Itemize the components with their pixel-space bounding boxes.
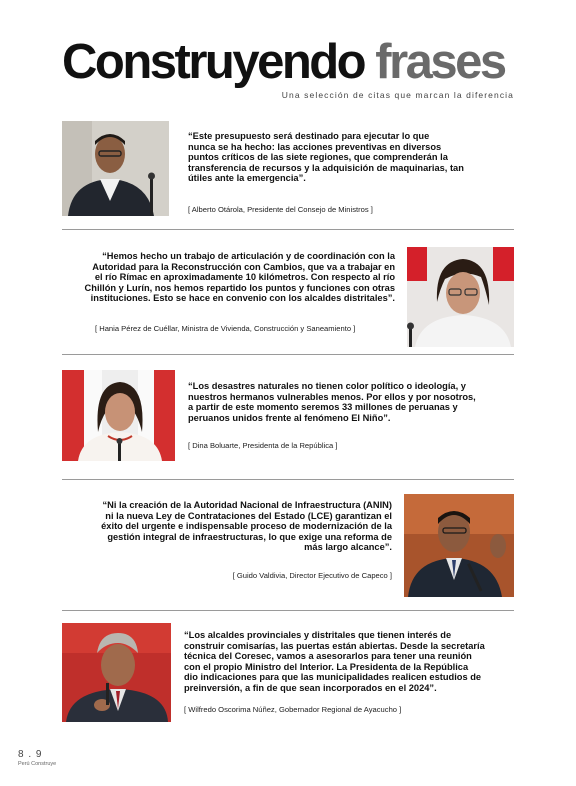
photo-dina-boluarte <box>62 370 175 461</box>
quote-line: peruanos unidos frente al fenómeno El Niño”. <box>188 412 391 423</box>
quote-line: “Los alcaldes provinciales y distritales que tienen interés de <box>184 630 452 640</box>
photo-hania-perez-de-cuellar <box>407 247 514 347</box>
quote-line: más largo alcance”. <box>304 542 392 553</box>
quote-line: instituciones. Esto se hace en convenio con los alcaldes distritales”. <box>90 293 395 304</box>
quote-line: técnica del Coresec, vamos a asesorarlos para tener una reunión <box>184 651 472 662</box>
quote-line: puntos críticos de las siete regiones, que comprenderán la <box>188 152 448 163</box>
divider-1 <box>62 229 514 230</box>
photo-guido-valdivia <box>404 494 514 597</box>
quote-line: dio indicaciones para que las municipalidades realicen estudios de <box>184 672 482 683</box>
page-subtitle: Una selección de citas que marcan la diferencia <box>281 90 514 100</box>
photo-wilfredo-oscorima-nunez <box>62 623 171 722</box>
quote-attribution-2: [ Hania Pérez de Cuéllar, Ministra de Vivienda, Construcción y Saneamiento ] <box>95 324 356 333</box>
publication-name: Perú Construye <box>18 761 57 767</box>
quote-line: nunca se ha hecho: las acciones preventivas en diversos <box>188 141 442 152</box>
quote-line: “Los desastres naturales no tienen color político o ideología, y <box>188 381 466 391</box>
quote-line: Chillón y Lurín, nos hemos repartido los puntos y funciones con otras <box>84 282 395 293</box>
quote-line: “Ni la creación de la Autoridad Nacional de Infraestructura (ANIN) <box>102 500 392 510</box>
quote-attribution-5: [ Wilfredo Oscorima Núñez, Gobernador Regional de Ayacucho ] <box>184 705 402 714</box>
quote-text-3 <box>188 381 508 423</box>
quote-line: ni la nueva Ley de Contrataciones del Estado (LCE) garantizan el <box>105 510 392 521</box>
quote-line: con el propio Ministro del Interior. La Presidenta de la República <box>184 661 469 672</box>
quote-line: a partir de este momento seremos 33 millones de peruanas y <box>188 402 458 413</box>
quote-text-4 <box>62 500 392 553</box>
quote-line: preinversión, a fin de que sean incorporados en el 2024”. <box>184 682 437 693</box>
quote-line: éxito del urgente e indispensable proceso de modernización de la <box>101 521 392 532</box>
quote-attribution-3: [ Dina Boluarte, Presidenta de la República ] <box>188 441 338 450</box>
quote-line: nuestros hermanos vulnerables menos. Por ellos y por nosotros, <box>188 391 476 402</box>
quote-line: construir comisarías, las puertas están abiertas. Desde la secretaría <box>184 640 485 651</box>
page-title <box>62 35 505 89</box>
divider-4 <box>62 610 514 611</box>
quote-line: útiles ante la emergencia”. <box>188 173 306 184</box>
page-numbers: 8 . 9 <box>18 749 43 760</box>
quote-line: Autoridad para la Reconstrucción con Cambios, que va a trabajar en <box>92 261 395 272</box>
quote-line: “Hemos hecho un trabajo de articulación y de coordinación con la <box>102 251 395 261</box>
quote-line: “Este presupuesto será destinado para ejecutar lo que <box>188 131 430 141</box>
quote-line: el río Rímac en aproximadamente 10 kilómetros. Con respecto al río <box>94 272 395 283</box>
quote-text-5 <box>184 630 512 694</box>
title-word-2: frases <box>375 35 505 89</box>
quote-attribution-1: [ Alberto Otárola, Presidente del Consejo de Ministros ] <box>188 205 373 214</box>
quote-attribution-4: [ Guido Valdivia, Director Ejecutivo de Capeco ] <box>232 571 392 580</box>
photo-alberto-otarola <box>62 121 169 216</box>
divider-3 <box>62 479 514 480</box>
quote-text-1 <box>188 131 508 184</box>
quote-line: transferencia de recursos y la adquisición de maquinarias, tan <box>188 162 464 173</box>
divider-2 <box>62 354 514 355</box>
title-word-1: Construyendo <box>62 35 365 89</box>
quote-line: gestión integral de infraestructuras, lo que exige una reforma de <box>107 531 392 542</box>
quote-text-2 <box>62 251 395 304</box>
